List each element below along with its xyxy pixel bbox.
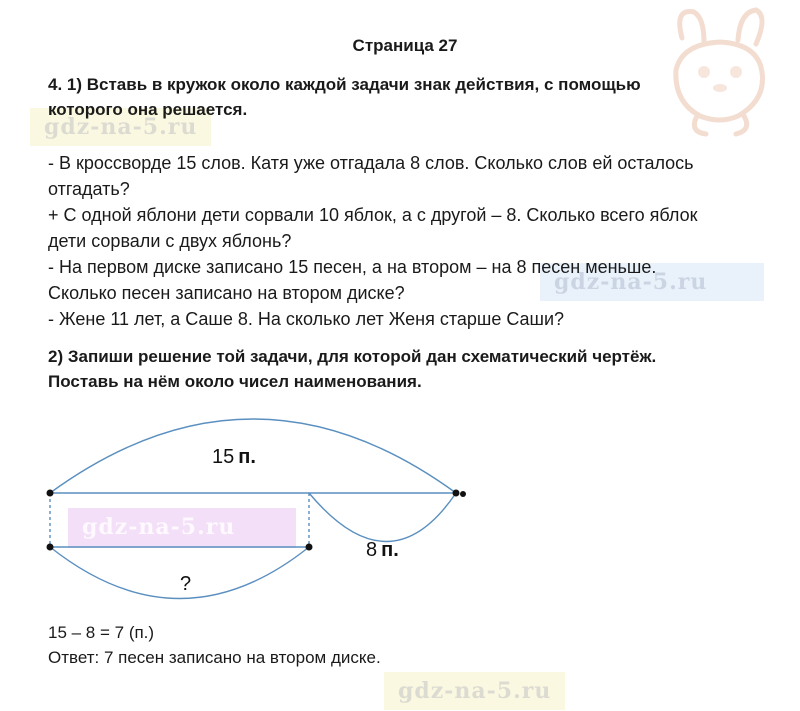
solution (48, 620, 381, 670)
page-title: Страница 27 (352, 36, 458, 55)
task-text: - В кроссворде 15 слов. Катя уже отгадала 8 слов. Сколько слов ей осталось (48, 153, 694, 173)
point-dot (453, 490, 460, 497)
task-heading-line: 4. 1) Вставь в кружок около каждой задачи знак действия, с помощью (48, 75, 641, 94)
task-text: дети сорвали с двух яблонь? (48, 231, 292, 251)
right-arc (309, 493, 456, 542)
svg-text:8п. (366, 539, 399, 561)
diagram-number-difference: 8 (366, 539, 378, 561)
task-text: + С одной яблони дети сорвали 10 яблок, а с другой – 8. Сколько всего яблок (48, 205, 698, 225)
watermark: gdz-na-5.ru (540, 263, 764, 301)
task-text: отгадать? (48, 179, 130, 199)
watermark: gdz-na-5.ru (30, 108, 211, 146)
watermark: gdz-na-5.ru (384, 672, 565, 710)
point-dot (47, 490, 54, 497)
task-heading-line: которого она решается. (48, 100, 248, 119)
task-text: - Жене 11 лет, а Саше 8. На сколько лет Женя старше Саши? (48, 309, 565, 329)
point-dot (47, 544, 54, 551)
solution-equation: 15 – 8 = 7 (п.) (48, 623, 155, 642)
diagram-unit-total: п. (238, 446, 256, 468)
task-heading-line: 2) Запиши решение той задачи, для которой дан схематический чертёж. (48, 347, 657, 366)
svg-text:15п. (212, 446, 256, 468)
point-dot (460, 491, 466, 497)
task-text: - На первом диске записано 15 песен, а на втором – на 8 песен меньше. (48, 257, 657, 277)
diagram-number-total: 15 (212, 446, 235, 468)
solution-answer: Ответ: 7 песен записано на втором диске. (48, 648, 381, 667)
task-text: Сколько песен записано на втором диске? (48, 283, 405, 303)
watermark: gdz-na-5.ru (68, 508, 296, 548)
diagram-unknown: ? (180, 573, 192, 595)
diagram-unit-difference: п. (381, 539, 399, 561)
task-heading-line: Поставь на нём около чисел наименования. (48, 372, 422, 391)
point-dot (306, 544, 313, 551)
